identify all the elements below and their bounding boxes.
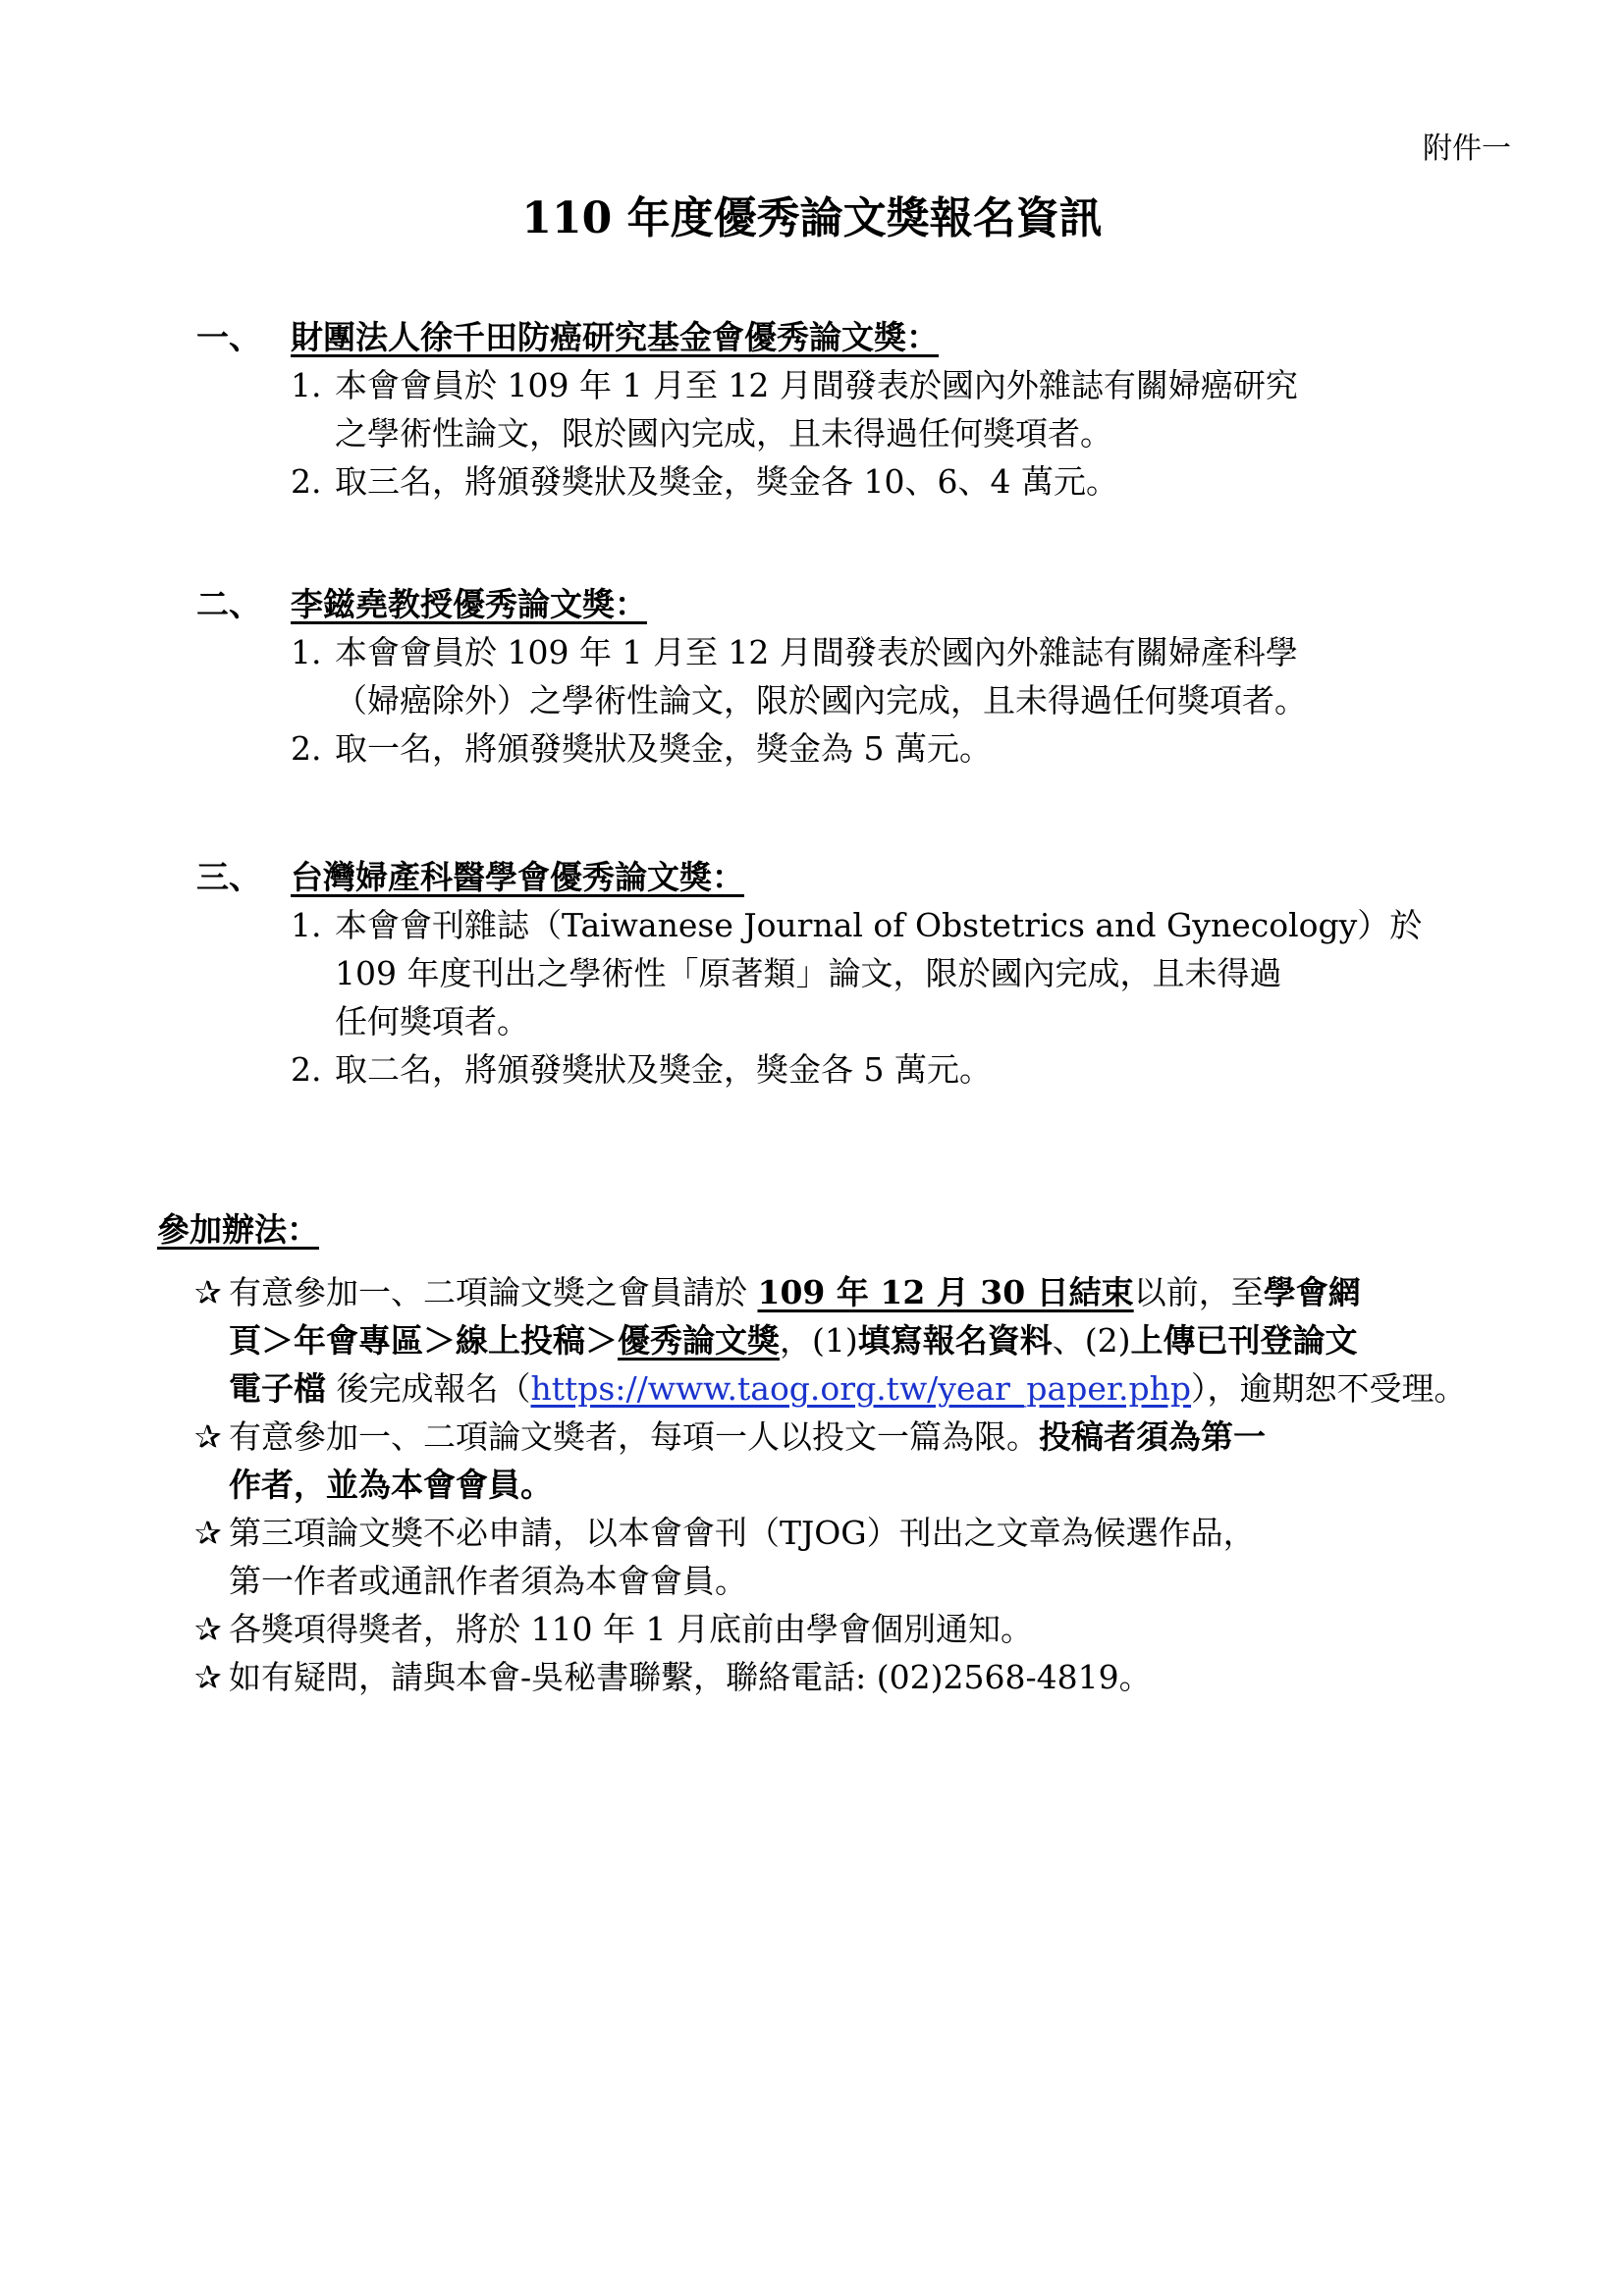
section-name: 台灣婦產科醫學會優秀論文獎： xyxy=(291,858,744,896)
section-number: 二、 xyxy=(196,585,261,623)
section-number: 一、 xyxy=(196,318,261,356)
item-line: 之學術性論文，限於國內完成，且未得過任何獎項者。 xyxy=(335,414,1112,453)
rule-item xyxy=(194,1653,1461,1701)
item-index: 2. xyxy=(291,462,322,501)
list-item xyxy=(291,457,1463,506)
item-index: 2. xyxy=(291,729,322,768)
section-number: 三、 xyxy=(196,858,261,896)
rule-line: 第一作者或通訊作者須為本會會員。 xyxy=(229,1562,747,1600)
rule-item xyxy=(194,1509,1461,1605)
list-item xyxy=(291,1045,1463,1094)
item-index: 1. xyxy=(291,366,322,404)
star-bullet-icon: ✰ xyxy=(194,1273,222,1311)
item-line: 取三名，將頒發獎狀及獎金，獎金各 10、6、4 萬元。 xyxy=(335,462,1118,501)
rules-heading: 參加辦法： xyxy=(157,1210,319,1249)
section-name: 財團法人徐千田防癌研究基金會優秀論文獎： xyxy=(291,318,939,356)
rule-line: 電子檔 後完成報名（https://www.taog.org.tw/year_paper.php），逾期恕不受理。 xyxy=(229,1369,1467,1408)
rule-line: 如有疑問，請與本會-吳秘書聯繫，聯絡電話: (02)2568-4819。 xyxy=(229,1658,1152,1696)
rule-line: 頁＞年會專區＞線上投稿＞優秀論文獎，(1)填寫報名資料、(2)上傳已刊登論文 xyxy=(229,1321,1358,1360)
submission-link[interactable]: https://www.taog.org.tw/year_paper.php xyxy=(530,1369,1192,1408)
rule-item xyxy=(194,1413,1461,1509)
rule-line: 第三項論文獎不必申請，以本會會刊（TJOG）刊出之文章為候選作品， xyxy=(229,1514,1256,1552)
rule-line: 各獎項得獎者，將於 110 年 1 月底前由學會個別通知。 xyxy=(229,1610,1033,1648)
item-index: 1. xyxy=(291,633,322,671)
rule-line: 有意參加一、二項論文獎者，每項一人以投文一篇為限。投稿者須為第一 xyxy=(229,1417,1266,1456)
attachment-label: 附件一 xyxy=(1423,132,1511,166)
star-bullet-icon: ✰ xyxy=(194,1658,222,1696)
item-line: 本會會員於 109 年 1 月至 12 月間發表於國內外雜誌有關婦癌研究 xyxy=(335,366,1298,404)
item-line: 取二名，將頒發獎狀及獎金，獎金各 5 萬元。 xyxy=(335,1050,992,1089)
item-line: （婦癌除外）之學術性論文，限於國內完成，且未得過任何獎項者。 xyxy=(335,681,1307,720)
section-heading xyxy=(196,312,1463,361)
rules-list xyxy=(194,1268,1467,1701)
item-line: 本會會員於 109 年 1 月至 12 月間發表於國內外雜誌有關婦產科學 xyxy=(335,633,1298,671)
rule-item xyxy=(194,1605,1461,1653)
item-line: 109 年度刊出之學術性「原著類」論文，限於國內完成，且未得過 xyxy=(335,954,1282,992)
list-item xyxy=(291,628,1463,724)
award-section-2 xyxy=(196,579,1463,773)
list-item xyxy=(291,901,1463,1045)
item-index: 2. xyxy=(291,1050,322,1089)
item-index: 1. xyxy=(291,906,322,944)
page-title: 110 年度優秀論文獎報名資訊 xyxy=(521,193,1103,243)
section-heading xyxy=(196,852,1463,901)
section-heading xyxy=(196,579,1463,628)
list-item xyxy=(291,361,1463,457)
award-section-1 xyxy=(196,312,1463,506)
list-item xyxy=(291,724,1463,773)
star-bullet-icon: ✰ xyxy=(194,1610,222,1648)
item-line: 本會會刊雜誌（Taiwanese Journal of Obstetrics and Gynecology）於 xyxy=(335,906,1423,944)
section-name: 李鎡堯教授優秀論文獎： xyxy=(291,585,647,623)
item-line: 任何獎項者。 xyxy=(335,1002,529,1041)
star-bullet-icon: ✰ xyxy=(194,1417,222,1456)
item-line: 取一名，將頒發獎狀及獎金，獎金為 5 萬元。 xyxy=(335,729,992,768)
rule-line: 作者，並為本會會員。 xyxy=(229,1466,553,1504)
rule-line: 有意參加一、二項論文獎之會員請於 109 年 12 月 30 日結束以前，至學會網 xyxy=(229,1273,1361,1311)
rule-item xyxy=(194,1268,1467,1413)
award-section-3 xyxy=(196,852,1463,1094)
award-menu-text: 優秀論文獎 xyxy=(618,1321,780,1360)
deadline-text: 109 年 12 月 30 日結束 xyxy=(757,1273,1134,1311)
star-bullet-icon: ✰ xyxy=(194,1514,222,1552)
